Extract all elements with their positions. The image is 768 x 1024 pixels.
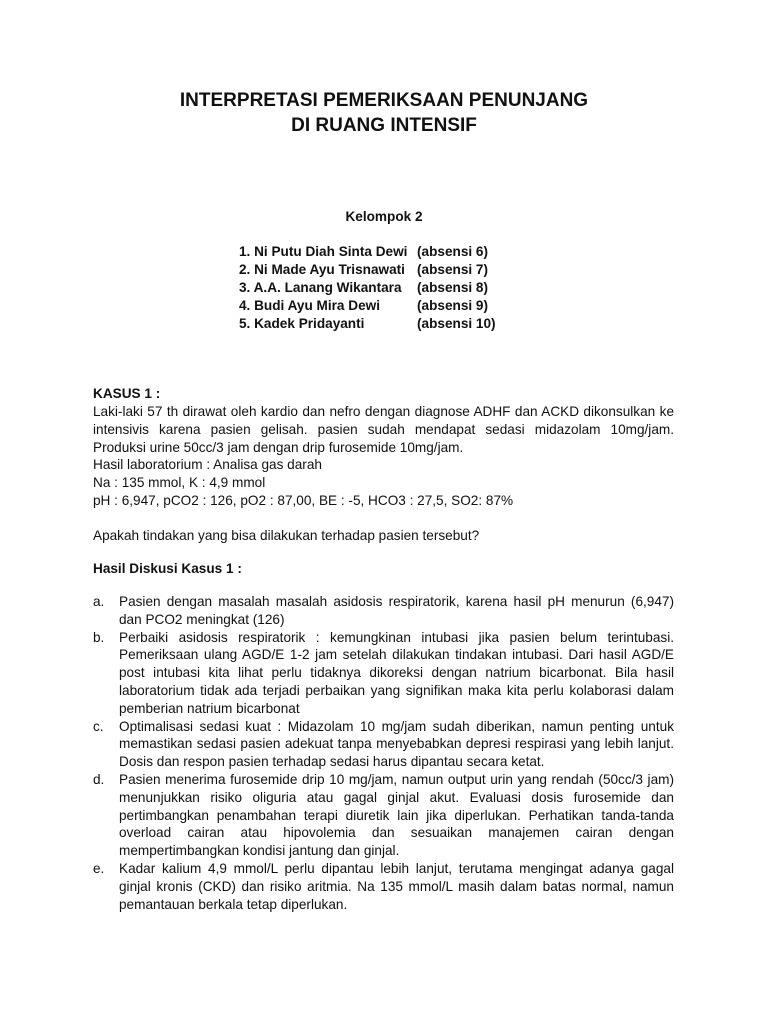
list-text: Kadar kalium 4,9 mmol/L perlu dipantau lebih lanjut, terutama mengingat adanya gagal ginjal kronis (CKD) dan risiko aritmia. Na 135 mmol/L masih dalam batas normal, namun pemantauan berkala tetap diperlukan. [119,860,674,912]
member-absen: (absensi 6) [417,244,489,259]
list-item [93,593,674,629]
member-row [239,243,496,261]
kasus-description [93,403,674,510]
list-marker: b. [93,629,105,645]
member-name: 5. Kadek Pridayanti [239,316,365,331]
member-name: 3. A.A. Lanang Wikantara [239,280,402,295]
member-absen: (absensi 7) [417,262,489,277]
list-text: Optimalisasi sedasi kuat : Midazolam 10 mg/jam sudah diberikan, namun penting untuk memastikan sedasi pasien adekuat tanpa menyebabkan depresi respirasi yang lebih lanjut. Dosis dan respon pasien terhadap sedasi harus dipantau secara ketat. [119,718,674,770]
list-marker: a. [93,594,105,609]
member-row [239,315,496,333]
member-row [239,279,496,297]
member-row [239,297,496,315]
diskusi-heading: Hasil Diskusi Kasus 1 : [93,561,242,576]
member-name: 4. Budi Ayu Mira Dewi [239,298,380,313]
list-item [93,718,674,771]
title-line-2: DI RUANG INTENSIF [291,115,477,136]
lab-blood-gas: pH : 6,947, pCO2 : 126, pO2 : 87,00, BE : -5, HCO3 : 27,5, SO2: 87% [93,492,514,508]
title-line-1: INTERPRETASI PEMERIKSAAN PENUNJANG [179,90,589,111]
list-marker: c. [93,718,104,734]
member-absen: (absensi 8) [417,280,489,295]
lab-title: Hasil laboratorium : Analisa gas darah [93,457,322,473]
document-title [0,88,768,138]
list-item [93,629,674,718]
member-name: 1. Ni Putu Diah Sinta Dewi [239,244,408,259]
diskusi-list [93,593,674,913]
member-list [239,243,496,333]
list-text: Perbaiki asidosis respiratorik : kemungkinan intubasi jika pasien belum terintubasi. Pemeriksaan ulang AGD/E 1-2 jam setelah dilakukan tindakan intubasi. Dari hasil AGD/E post intubasi kita lihat perlu tidaknya dikoreksi dengan natrium bicarbonat. Bila hasil laboratorium tidak ada terjadi perbaikan yang signifikan maka kita perlu kolaborasi dalam pemberian natrium bicarbonat [119,629,674,716]
lab-electrolytes: Na : 135 mmol, K : 4,9 mmol [93,475,266,491]
kasus-paragraph: Laki-laki 57 th dirawat oleh kardio dan nefro dengan diagnose ADHF dan ACKD dikonsulkan ke intensivis karena pasien gelisah. pasien sudah mendapat sedasi midazolam 10mg/jam. Produksi urine 50cc/3 jam dengan drip furosemide 10mg/jam. [93,404,674,455]
member-name: 2. Ni Made Ayu Trisnawati [239,262,405,277]
member-row [239,261,496,279]
member-absen: (absensi 9) [417,298,489,313]
list-marker: d. [93,771,105,787]
list-text: Pasien menerima furosemide drip 10 mg/jam, namun output urin yang rendah (50cc/3 jam) menunjukkan risiko oliguria atau gagal ginjal akut. Evaluasi dosis furosemide dan pertimbangkan penambahan terapi diuretik lain jika diperlukan. Perhatikan tanda-tanda overload cairan atau hipovolemia dan sesuaikan manajemen cairan dengan mempertimbangkan kondisi jantung dan ginjal. [119,771,674,859]
member-absen: (absensi 10) [417,316,496,331]
group-label: Kelompok 2 [345,209,423,224]
list-item [93,771,674,860]
kasus-heading: KASUS 1 : [93,386,161,401]
list-item [93,860,674,913]
kasus-question: Apakah tindakan yang bisa dilakukan terhadap pasien tersebut? [93,528,480,543]
list-text: Pasien dengan masalah masalah asidosis respiratorik, karena hasil pH menurun (6,947) dan PCO2 meningkat (126) [119,594,674,627]
list-marker: e. [93,860,105,876]
